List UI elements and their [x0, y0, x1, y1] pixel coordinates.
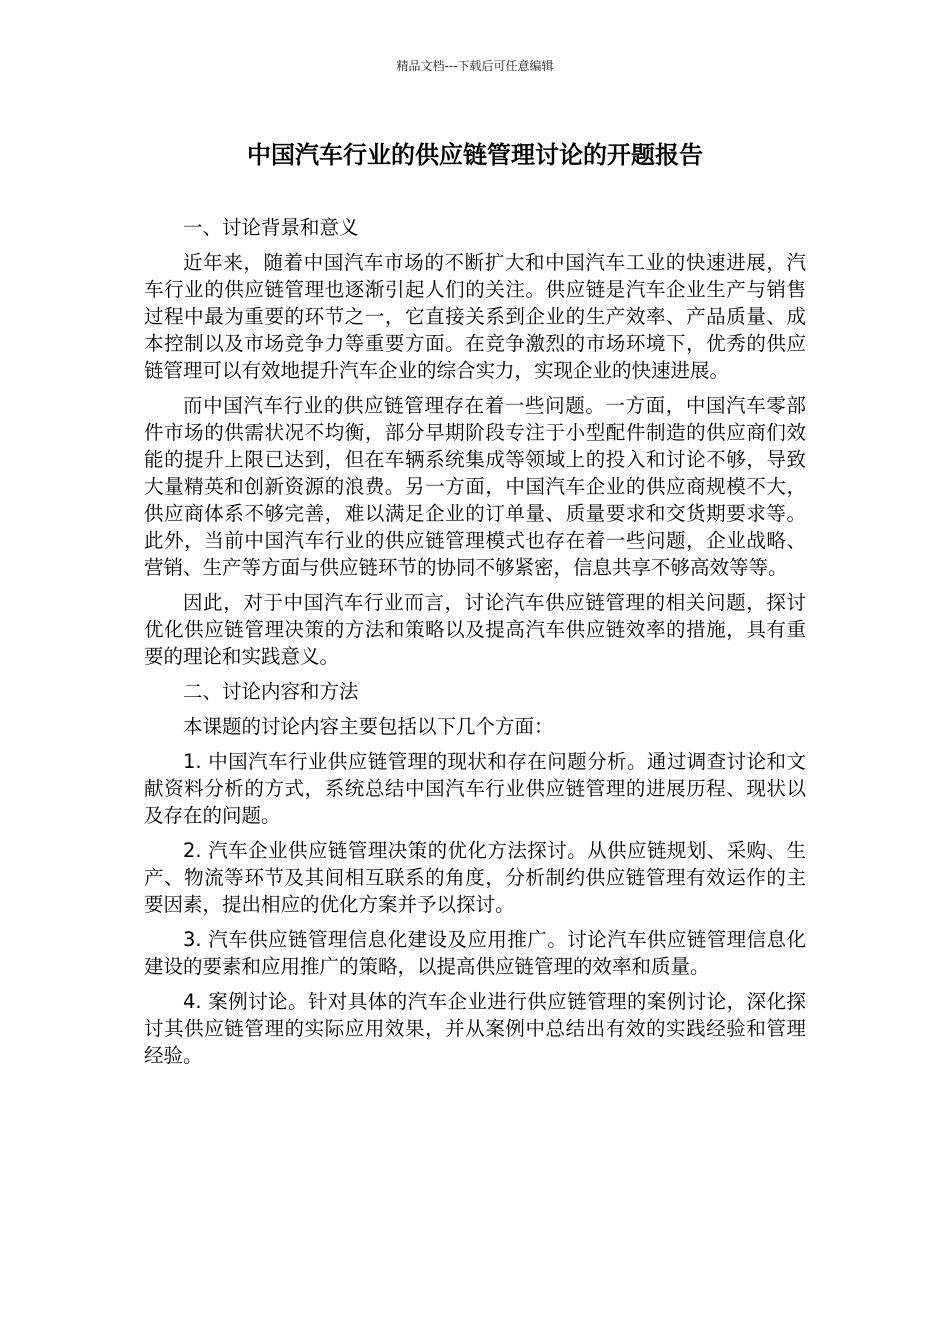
- list-item: 2. 汽车企业供应链管理决策的优化方法探讨。从供应链规划、采购、生产、物流等环节及其间相互联系的角度，分析制约供应链管理有效运作的主要因素，提出相应的优化方案并予以探讨。: [144, 839, 806, 916]
- list-item: 1. 中国汽车行业供应链管理的现状和存在问题分析。通过调查讨论和文献资料分析的方式，系统总结中国汽车行业供应链管理的进展历程、现状以及存在的问题。: [144, 750, 806, 827]
- section-heading-content-methods: 二、讨论内容和方法: [183, 680, 359, 703]
- document-title: 中国汽车行业的供应链管理讨论的开题报告: [247, 141, 703, 169]
- list-item: 3. 汽车供应链管理信息化建设及应用推广。讨论汽车供应链管理信息化建设的要素和应用推广的策略，以提高供应链管理的效率和质量。: [144, 928, 806, 978]
- paragraph: 因此，对于中国汽车行业而言，讨论汽车供应链管理的相关问题，探讨优化供应链管理决策的方法和策略以及提高汽车供应链效率的措施，具有重要的理论和实践意义。: [144, 591, 806, 668]
- paragraph: 近年来，随着中国汽车市场的不断扩大和中国汽车工业的快速进展，汽车行业的供应链管理也逐渐引起人们的关注。供应链是汽车企业生产与销售过程中最为重要的环节之一，它直接关系到企业的生产效率、产品质量、成本控制以及市场竞争力等重要方面。在竞争激烈的市场环境下，优秀的供应链管理可以有效地提升汽车企业的综合实力，实现企业的快速进展。: [144, 251, 806, 382]
- paragraph: 本课题的讨论内容主要包括以下几个方面：: [183, 715, 554, 738]
- list-item: 4. 案例讨论。针对具体的汽车企业进行供应链管理的案例讨论，深化探讨其供应链管理的实际应用效果，并从案例中总结出有效的实践经验和管理经验。: [144, 990, 806, 1067]
- section-heading-background: 一、讨论背景和意义: [183, 216, 359, 239]
- paragraph: 而中国汽车行业的供应链管理存在着一些问题。一方面，中国汽车零部件市场的供需状况不均衡，部分早期阶段专注于小型配件制造的供应商们效能的提升上限已达到，但在车辆系统集成等领域上的投入和讨论不够，导致大量精英和创新资源的浪费。另一方面，中国汽车企业的供应商规模不大，供应商体系不够完善，难以满足企业的订单量、质量要求和交货期要求等。此外，当前中国汽车行业的供应链管理模式也存在着一些问题，企业战略、营销、生产等方面与供应链环节的协同不够紧密，信息共享不够高效等等。: [144, 394, 806, 579]
- page-header: 精品文档---下载后可任意编辑: [396, 59, 554, 73]
- document-body: [144, 214, 806, 1077]
